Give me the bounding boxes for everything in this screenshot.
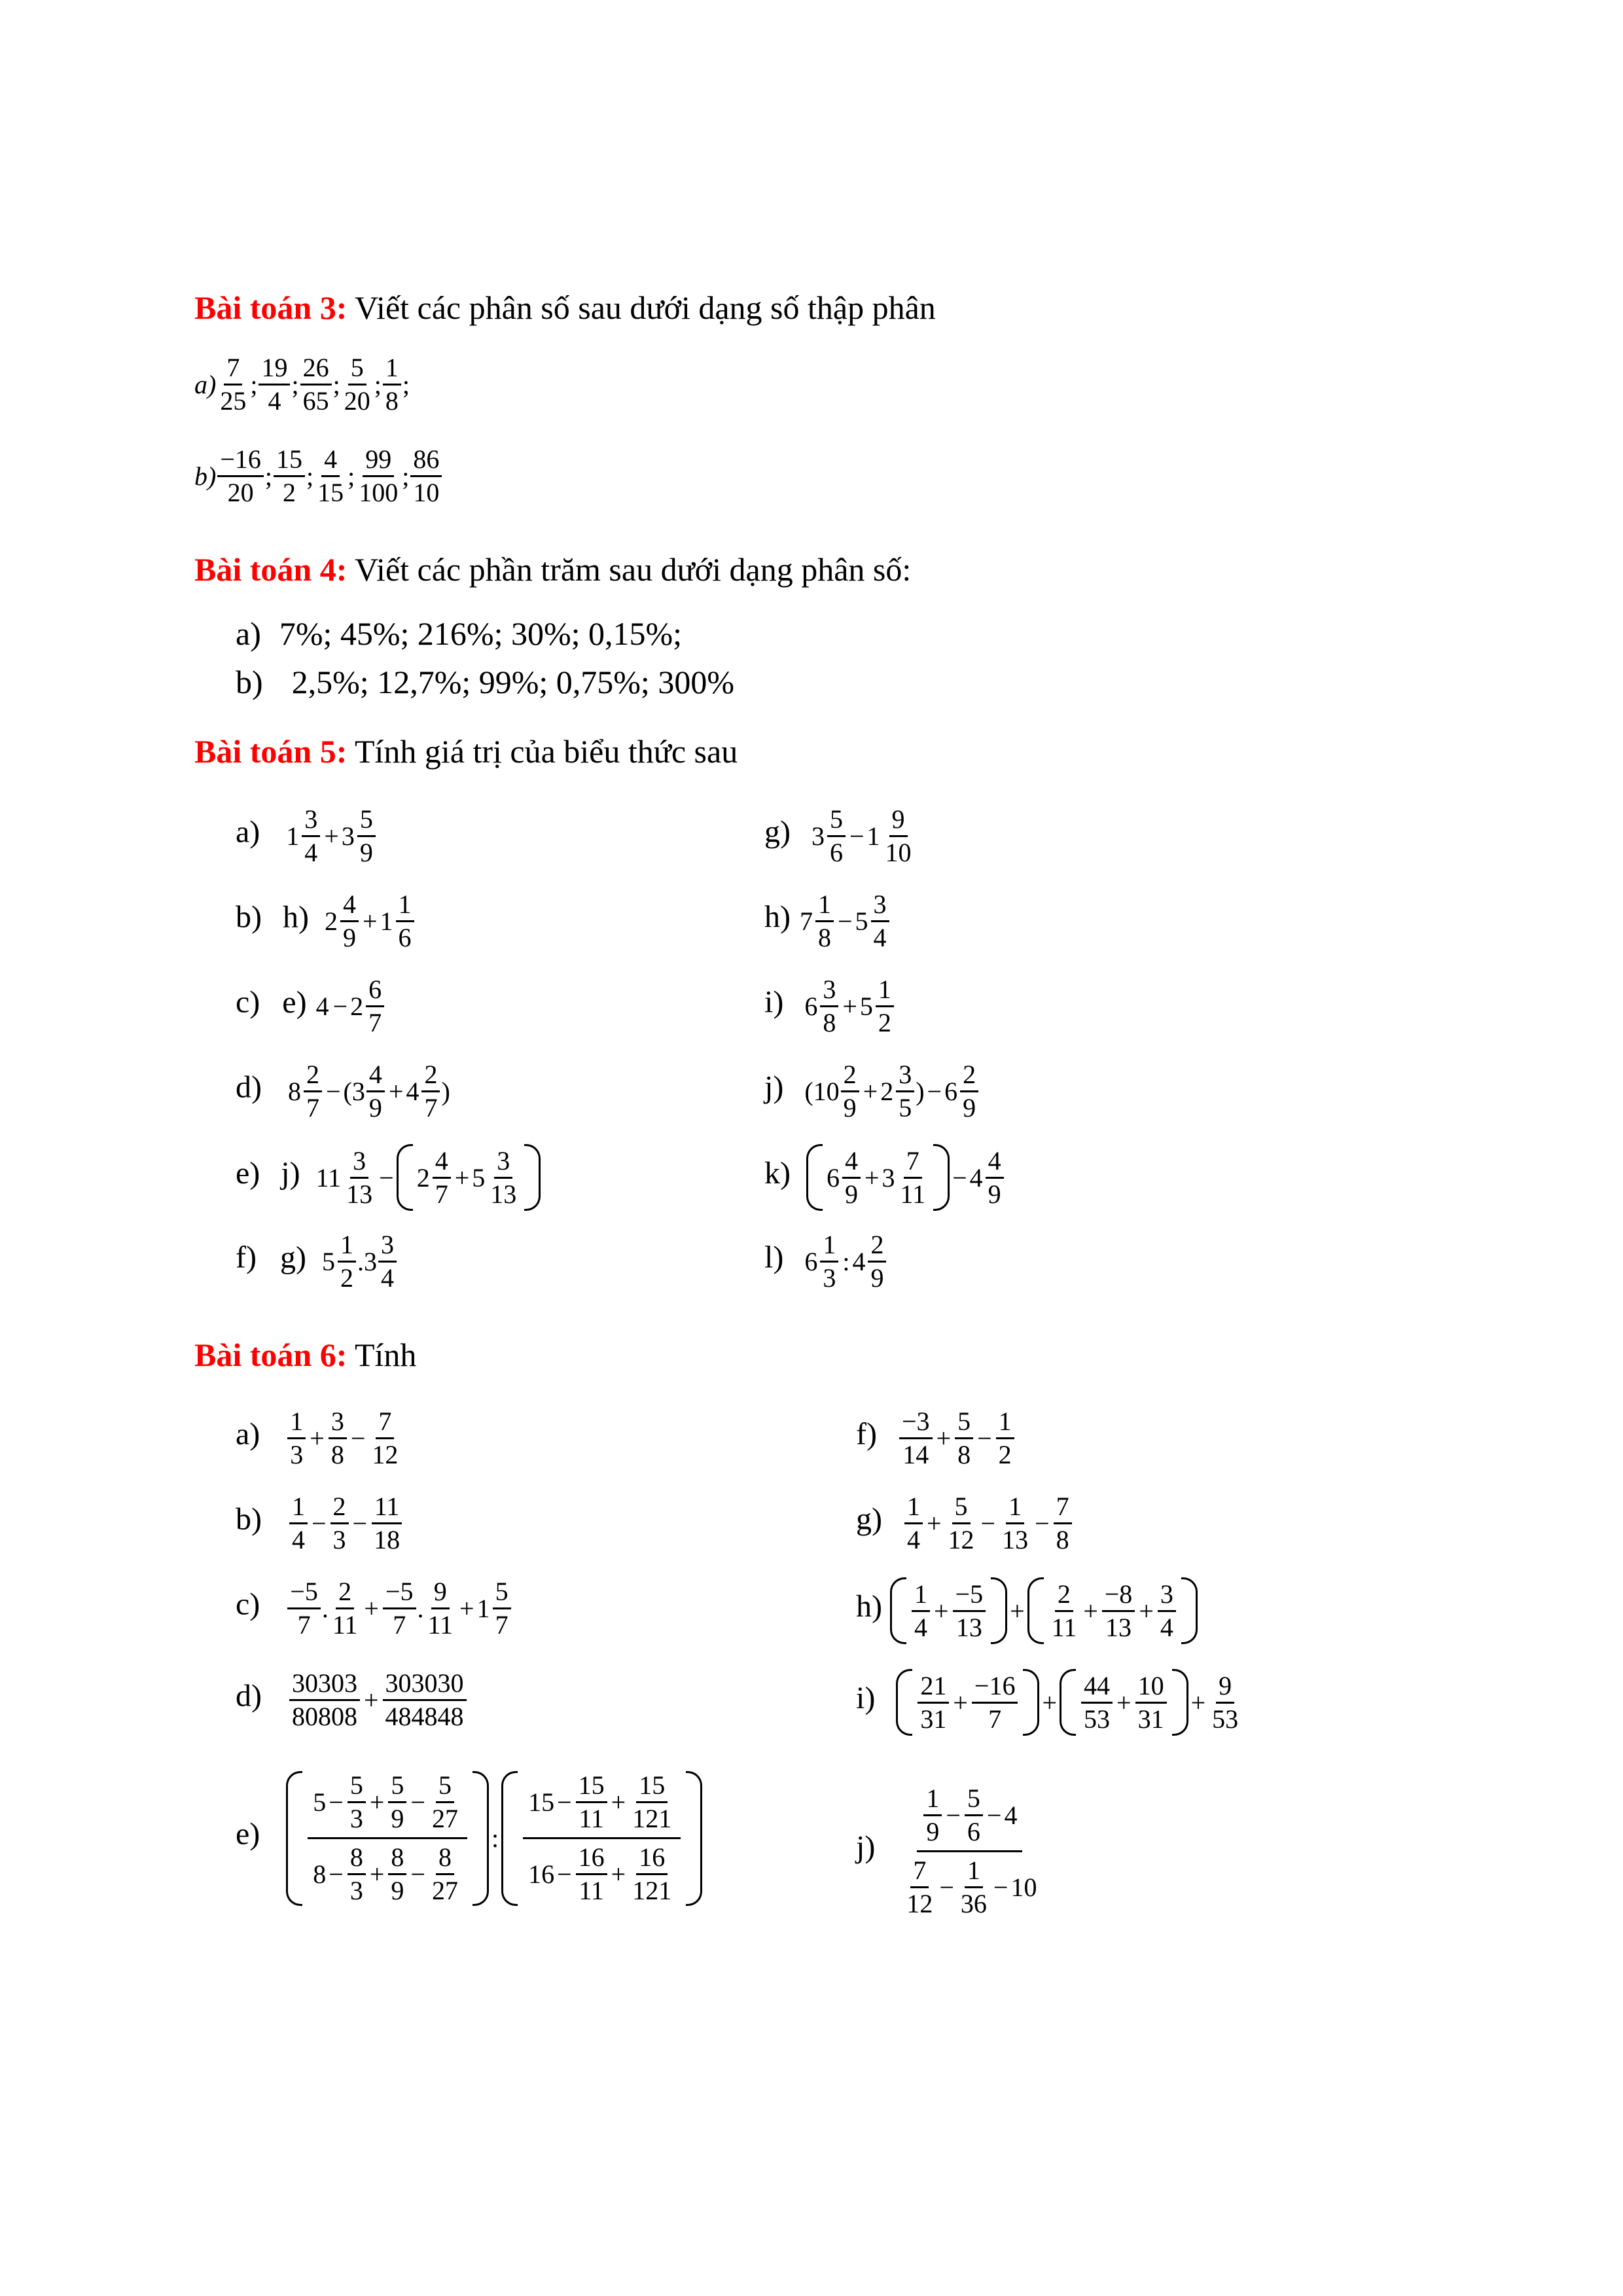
item-label: h) bbox=[764, 899, 791, 935]
item-sublabel: j) bbox=[281, 1156, 300, 1191]
problem-5-heading bbox=[194, 732, 738, 771]
left-paren bbox=[1027, 1577, 1044, 1644]
left-paren bbox=[896, 1669, 912, 1736]
item-label: d) bbox=[236, 1678, 262, 1713]
denominator: 20 bbox=[227, 478, 254, 507]
problem-5-item-d: d) 8 $\frac{2}{7}$ − (3 $\frac{4}{9}$ + 4 $\frac{2}{7}$ ) bbox=[236, 1060, 450, 1122]
item-label: k) bbox=[764, 1156, 791, 1191]
problem-4-row-b bbox=[236, 662, 734, 702]
fraction bbox=[274, 445, 305, 507]
problem-3-label: Bài toán 3: bbox=[194, 289, 348, 326]
item-label: b) bbox=[236, 899, 262, 935]
problem-6-item-i: i) $\frac{21}{31}$ + $\frac{-16}{7}$ + $\frac{44}{53}$ + $\frac{10}{31}$ + $\frac{9}{53}$ bbox=[856, 1669, 1242, 1736]
problem-3-row-b bbox=[194, 445, 443, 507]
problem-6-title: Tính bbox=[347, 1336, 417, 1373]
item-label: i) bbox=[764, 984, 784, 1020]
numerator: 19 bbox=[259, 353, 290, 386]
problem-4-title: Viết các phần trăm sau dưới dạng phân số: bbox=[347, 551, 912, 588]
fraction bbox=[259, 353, 290, 416]
item-sublabel: h) bbox=[282, 899, 309, 935]
problem-4-b-text: 2,5%; 12,7%; 99%; 0,75%; 300% bbox=[291, 664, 734, 700]
separator: ; bbox=[264, 461, 273, 491]
problem-5-item-c: c) e) 4 − 2 $\frac{6}{7}$ bbox=[236, 975, 385, 1037]
problem-6-heading bbox=[194, 1335, 416, 1374]
numerator: 15 bbox=[274, 445, 305, 477]
item-label: g) bbox=[856, 1501, 882, 1537]
item-label: f) bbox=[856, 1416, 877, 1452]
problem-6-label: Bài toán 6: bbox=[194, 1336, 348, 1373]
left-paren bbox=[286, 1771, 302, 1906]
fraction bbox=[410, 445, 442, 507]
left-paren bbox=[890, 1577, 906, 1644]
right-paren bbox=[1023, 1669, 1039, 1736]
problem-3-a-label: a) bbox=[194, 370, 217, 399]
problem-3-heading bbox=[194, 288, 936, 327]
problem-6-item-f: f) $\frac{-3}{14}$ + $\frac{5}{8}$ − $\frac{1}{2}$ bbox=[856, 1407, 1016, 1469]
numerator: 5 bbox=[348, 353, 366, 386]
problem-3-row-a bbox=[194, 353, 410, 416]
right-paren bbox=[473, 1771, 489, 1906]
right-paren bbox=[991, 1577, 1007, 1644]
item-label: j) bbox=[764, 1069, 784, 1105]
item-label: f) bbox=[236, 1240, 257, 1275]
item-sublabel: g) bbox=[279, 1240, 306, 1275]
numerator: −16 bbox=[217, 445, 264, 477]
fraction bbox=[342, 353, 373, 416]
left-paren bbox=[501, 1771, 518, 1906]
fraction bbox=[217, 353, 249, 416]
numerator: 4 bbox=[321, 445, 340, 477]
problem-6-item-g: g) $\frac{1}{4}$ + $\frac{5}{12}$ − $\frac{1}{13}$ − $\frac{7}{8}$ bbox=[856, 1492, 1073, 1554]
problem-4-row-a bbox=[236, 614, 682, 653]
separator: ; bbox=[348, 461, 355, 491]
problem-5-item-l: l) 6 $\frac{1}{3}$ : 4 $\frac{2}{9}$ bbox=[764, 1230, 887, 1293]
fraction bbox=[315, 445, 346, 507]
item-label: h) bbox=[856, 1589, 882, 1624]
denominator: 65 bbox=[302, 386, 329, 416]
problem-6-item-e: e) 5 − $\frac{5}{3}$ + $\frac{5}{9}$ − $\frac{5}{27}$ 8 − $\frac{8}{3}$ + $\frac{8}{9}$ − $\frac{8}{27}$ : 15 − $\frac{15}{11}$ + $\frac{15}{121}$ 16 − $\frac{16}{11}$ + $\frac{16}{121}$ bbox=[236, 1767, 702, 1909]
denominator: 100 bbox=[359, 478, 399, 507]
problem-4-a-text: 7%; 45%; 216%; 30%; 0,15%; bbox=[279, 615, 683, 652]
separator: ; bbox=[306, 461, 314, 491]
item-label: d) bbox=[236, 1069, 262, 1105]
right-paren bbox=[1181, 1577, 1198, 1644]
problem-5-item-j: j) (10 $\frac{2}{9}$ + 2 $\frac{3}{5}$ ) − 6 $\frac{2}{9}$ bbox=[764, 1060, 980, 1122]
separator: ; bbox=[402, 370, 410, 399]
problem-6-item-c: c) $\frac{-5}{7}$ . $\frac{2}{11}$ + $\frac{-5}{7}$ . $\frac{9}{11}$ + 1 $\frac{5}{7}$ bbox=[236, 1577, 512, 1640]
fraction bbox=[356, 445, 401, 507]
problem-6-item-j: j) $\frac{1}{9}$ − $\frac{5}{6}$ − 4 $\frac{7}{12}$ − $\frac{1}{36}$ − 10 bbox=[856, 1780, 1043, 1922]
problem-5-item-b: b) h) 2 $\frac{4}{9}$ + 1 $\frac{1}{6}$ bbox=[236, 890, 416, 952]
problem-5-item-g: g) 3 $\frac{5}{6}$ − 1 $\frac{9}{10}$ bbox=[764, 804, 912, 867]
right-paren bbox=[524, 1144, 541, 1211]
denominator: 20 bbox=[344, 386, 370, 416]
left-paren bbox=[397, 1144, 413, 1211]
fraction bbox=[217, 445, 264, 507]
problem-5-item-i: i) 6 $\frac{3}{8}$ + 5 $\frac{1}{2}$ bbox=[764, 975, 895, 1037]
problem-3-a-fractions bbox=[216, 353, 410, 416]
separator: ; bbox=[291, 370, 299, 399]
item-label: e) bbox=[236, 1816, 260, 1852]
separator: ; bbox=[250, 370, 258, 399]
problem-4-a-label: a) bbox=[236, 615, 261, 652]
fraction bbox=[383, 353, 401, 416]
denominator: 10 bbox=[413, 478, 440, 507]
separator: ; bbox=[374, 370, 382, 399]
problem-3-title: Viết các phân số sau dưới dạng số thập phân bbox=[347, 289, 936, 326]
right-paren bbox=[686, 1771, 702, 1906]
problem-5-item-e: e) j) 11 $\frac{3}{13}$ − 2 $\frac{4}{7}$ + 5 $\frac{3}{13}$ bbox=[236, 1144, 541, 1211]
numerator: 1 bbox=[383, 353, 401, 386]
right-paren bbox=[933, 1144, 950, 1211]
separator: ; bbox=[402, 461, 410, 491]
problem-4-label: Bài toán 4: bbox=[194, 551, 348, 588]
denominator: 4 bbox=[268, 386, 281, 416]
item-label: e) bbox=[236, 1156, 260, 1191]
numerator: 26 bbox=[300, 353, 332, 386]
problem-3-b-fractions bbox=[216, 445, 443, 507]
problem-5-title: Tính giá trị của biểu thức sau bbox=[347, 733, 738, 770]
problem-6-item-d: d) $\frac{30303}{80808}$ + $\frac{303030}{484848}$ bbox=[236, 1669, 468, 1731]
problem-5-label: Bài toán 5: bbox=[194, 733, 348, 770]
numerator: 7 bbox=[224, 353, 242, 386]
numerator: 86 bbox=[410, 445, 442, 477]
problem-4-heading bbox=[194, 550, 911, 589]
denominator: 8 bbox=[385, 386, 399, 416]
denominator: 25 bbox=[220, 386, 247, 416]
item-label: c) bbox=[236, 984, 260, 1020]
item-label: g) bbox=[764, 814, 791, 850]
problem-4-b-label: b) bbox=[236, 664, 263, 700]
problem-6-item-h: h) $\frac{1}{4}$ + $\frac{-5}{13}$ + $\frac{2}{11}$ + $\frac{-8}{13}$ + $\frac{3}{4}$ bbox=[856, 1577, 1198, 1644]
item-label: j) bbox=[856, 1829, 876, 1865]
left-paren bbox=[1060, 1669, 1076, 1736]
problem-5-item-a: a) 1 $\frac{3}{4}$ + 3 $\frac{5}{9}$ bbox=[236, 805, 377, 867]
denominator: 15 bbox=[317, 478, 344, 507]
problem-5-item-k: k) 6 $\frac{4}{9}$ + 3 $\frac{7}{11}$ − 4 $\frac{4}{9}$ bbox=[764, 1144, 1005, 1211]
item-label: a) bbox=[236, 1416, 260, 1452]
problem-6-item-b: b) $\frac{1}{4}$ − $\frac{2}{3}$ − $\frac{11}{18}$ bbox=[236, 1492, 404, 1554]
problem-3-b-label: b) bbox=[194, 461, 217, 491]
left-paren bbox=[806, 1144, 823, 1211]
item-label: l) bbox=[764, 1240, 784, 1275]
item-label: a) bbox=[236, 814, 260, 850]
item-label: c) bbox=[236, 1587, 260, 1622]
numerator: 99 bbox=[363, 445, 394, 477]
right-paren bbox=[1172, 1669, 1188, 1736]
item-label: i) bbox=[856, 1681, 876, 1716]
item-label: b) bbox=[236, 1501, 262, 1537]
problem-6-item-a: a) $\frac{1}{3}$ + $\frac{3}{8}$ − $\frac{7}{12}$ bbox=[236, 1407, 399, 1469]
denominator: 2 bbox=[283, 478, 296, 507]
problem-5-item-h: h) 7 $\frac{1}{8}$ − 5 $\frac{3}{4}$ bbox=[764, 890, 891, 952]
problem-5-item-f: f) g) 5 $\frac{1}{2}$ .3 $\frac{3}{4}$ bbox=[236, 1230, 398, 1293]
separator: ; bbox=[332, 370, 340, 399]
item-sublabel: e) bbox=[282, 984, 307, 1020]
fraction bbox=[300, 353, 332, 416]
